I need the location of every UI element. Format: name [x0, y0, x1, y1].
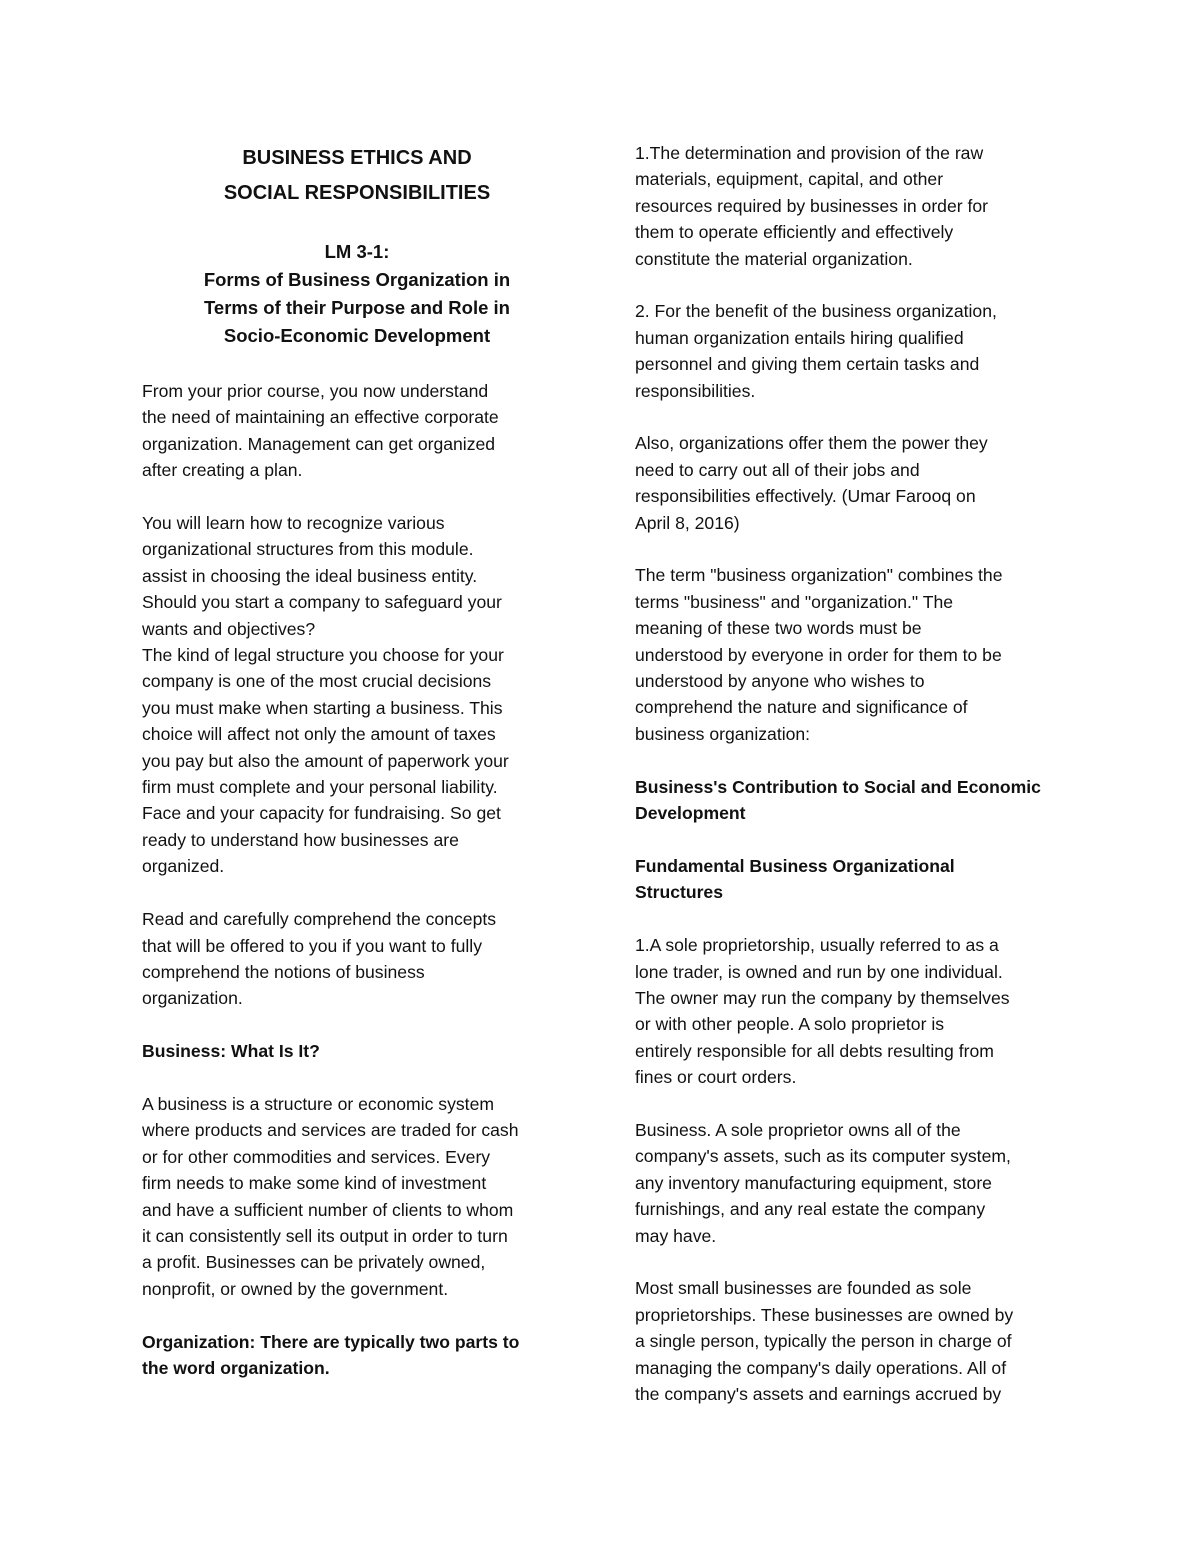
document-title-line-2: SOCIAL RESPONSIBILITIES: [223, 182, 491, 204]
structures-heading: Fundamental Business Organizational Structures: [635, 855, 955, 903]
read-carefully-paragraph: Read and carefully comprehend the concepts that will be offered to you if you want to fully comprehend the notions of business organization.: [142, 909, 497, 1009]
organization-heading: Organization: There are typically two parts to the word organization.: [142, 1331, 520, 1378]
module-title-line-2: Terms of their Purpose and Role in: [204, 297, 510, 318]
module-title-line-1: Forms of Business Organization in: [203, 269, 511, 290]
learning-goal-paragraph: You will learn how to recognize various organizational structures from this module. assist in choosing the ideal business entity. Should you start a company to safeguard your wants and objectives?: [142, 513, 502, 639]
sole-proprietor-assets-paragraph: Business. A sole proprietor owns all of the company's assets, such as its computer system, any inventory manufacturing equipment, store furnishings, and any real estate the company may have.: [635, 1119, 1011, 1246]
legal-structure-paragraph: The kind of legal structure you choose for your company is one of the most crucial decisions you must make when starting a business. This choice will affect not only the amount of taxes you pay but also the amount of paperwork your firm must complete and your personal liability. Face and your capacity for fundraising. So get ready to understand how businesses are organized.: [142, 645, 509, 877]
document-title-line-1: BUSINESS ETHICS AND: [242, 147, 472, 169]
business-organization-term-paragraph: The term "business organization" combines the terms "business" and "organization." The meaning of these two words must be understood by everyone in order for them to be understood by anyone who wishes to comprehend the nature and significance of business organization:: [635, 565, 1003, 744]
left-column: [142, 140, 572, 1408]
intro-paragraph: From your prior course, you now understand the need of maintaining an effective corporate organization. Management can get organized after creating a plan.: [142, 381, 499, 481]
organization-power-paragraph: Also, organizations offer them the power they need to carry out all of their jobs and responsibilities effectively. (Umar Farooq on April 8, 2016): [635, 433, 988, 533]
business-what-is-it-heading: Business: What Is It?: [142, 1041, 320, 1062]
contribution-heading: Business's Contribution to Social and Economic Development: [635, 776, 1041, 824]
module-code: LM 3-1:: [324, 241, 390, 262]
right-column: [635, 140, 1065, 1434]
material-organization-paragraph: 1.The determination and provision of the raw materials, equipment, capital, and other resources required by businesses in order for them to operate efficiently and effectively constitute the material organization.: [635, 143, 989, 269]
business-definition-paragraph: A business is a structure or economic system where products and services are traded for cash or for other commodities and services. Every firm needs to make some kind of investment and have a sufficient number of clients to whom it can consistently sell its output in order to turn a profit. Businesses can be privately owned, nonprofit, or owned by the government.: [142, 1093, 519, 1299]
small-businesses-paragraph: Most small businesses are founded as sole proprietorships. These businesses are owned by a single person, typically the person in charge of managing the company's daily operations. All of the company's assets and earnings accrued by: [635, 1278, 1014, 1404]
document-header: [142, 140, 572, 350]
module-title-line-3: Socio-Economic Development: [223, 325, 491, 346]
sole-proprietorship-paragraph: 1.A sole proprietorship, usually referred to as a lone trader, is owned and run by one individual. The owner may run the company by themselves or with other people. A solo proprietor is entirely responsible for all debts resulting from fines or court orders.: [635, 935, 1010, 1088]
human-organization-paragraph: 2. For the benefit of the business organization, human organization entails hiring qualified personnel and giving them certain tasks and responsibilities.: [635, 301, 997, 401]
